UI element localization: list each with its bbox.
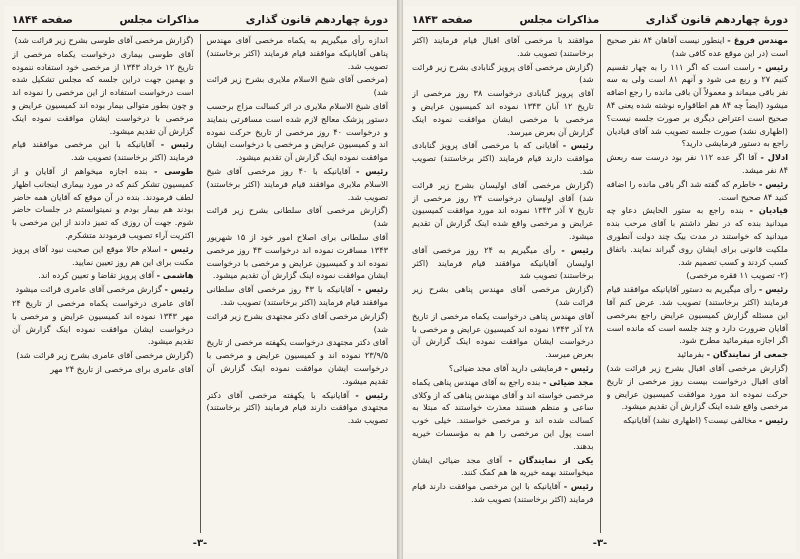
paragraph (607, 34, 789, 60)
paragraph (412, 480, 594, 506)
paragraph (207, 283, 389, 309)
paragraph (607, 204, 789, 268)
paragraph-text: موافقند با مرخصی آقای اقبال قیام فرمایند (اکثر برخاستند) تصویب شد. (412, 35, 594, 58)
paragraph-text: رأی میگیریم به ۲۴ روز مرخصی آقای اولیسان آقایانیکه موافقند قیام فرمایند (اکثر برخاستند) تصویب شد (412, 244, 594, 281)
paragraph (412, 34, 594, 60)
paragraph-text: (گزارش مرخصی آقای اقبال بشرح زیر قرائت شد) آقای اقبال درخواست بیست روز مرخصی از تاریخ حرکت نموده اند مورد موافقت کمیسیون عرایض و مرخصی واقع شده اینک گزارش آن تقدیم میشود. (606, 362, 788, 412)
header-section: مذاکرات مجلس (519, 14, 600, 26)
column-divider (600, 34, 601, 533)
column-divider (200, 34, 201, 533)
text-columns (412, 34, 788, 533)
paragraph-text: آقایانیکه با این مرخصی موافقت دارند قیام فرمایند (اکثر برخاستند) تصویب شد. (412, 481, 594, 504)
paragraph-text: (گزارش مرخصی آقای سلطانی بشرح زیر قرائت شد) (206, 205, 388, 229)
page-1843 (404, 6, 796, 553)
column-left (12, 34, 194, 533)
speaker-label: رئیس - (758, 178, 788, 189)
paragraph-text: اسلام حالا موقع این صحبت نبود آقای پرویز مکنت برای این هم روز تعیین نمایید. (12, 243, 194, 267)
header-page-label: صفحه ۱۸۴۳ (412, 14, 473, 26)
header-page-label: صفحه ۱۸۴۴ (12, 14, 73, 26)
paragraph (207, 73, 389, 99)
paragraph (12, 349, 194, 362)
speaker-label: رئیس - (160, 139, 194, 150)
speaker-label: قیادیان - (749, 205, 788, 216)
page-number: -۳- (592, 538, 608, 549)
paragraph (207, 100, 389, 164)
paragraph-text: خاطرم که گفته شد اگر باقی مانده را اضافه کنید ۸۴ صحیح است. (606, 178, 788, 202)
paragraph-text: آقای طوسی بیماری درخواست یکماه مرخصی از تاریخ ۱۲ خرداد ۱۳۴۳ از مرخصی خود استفاده ننموده و بهمین جهت دراین جلسه که مجلس تشکیل شده است درخواست استفاده از این مرخصی را نموده اند و چون بطور متوالی بیمار بوده اند کمیسیون عرایض و مرخصی با درخواست ایشان موافقت نموده اینک گزارش آن تقدیم میشود. (12, 48, 194, 136)
paragraph (207, 310, 389, 336)
paragraph (607, 61, 789, 151)
paragraph (412, 376, 594, 453)
paragraph-text: اینطور نیست آقاهان ۸۴ نفر صحیح است (در این موقع عده کافی شد) (606, 35, 788, 58)
paragraph-text: آقای عامری برای مرخصی از تاریخ ۲۴ مهر (50, 363, 194, 374)
speaker-label: رئیس - (563, 481, 594, 492)
paragraph (12, 165, 194, 242)
paragraph-text: آقای دکتر مجتهدی درخواست یکهفته مرخصی از تاریخ ۲۳/۹/۵ نموده اند و کمیسیون عرایض و مرخصی با درخواست ایشان موافقت نموده اینک گزارش آن تقدیم میشود. (206, 337, 388, 386)
paragraph-text: (۲- تصویب ۱۱ فقره مرخصی) (686, 270, 788, 281)
paragraph-text: فرمایشی دارید آقای مجد ضیائی؟ (448, 362, 562, 373)
header-title: دورهٔ چهاردهم قانون گذاری (645, 14, 788, 26)
paragraph (607, 362, 789, 413)
paragraph-text: آقای عامری درخواست یکماه مرخصی از تاریخ ۲۴ مهر ۱۳۴۳ نموده اند کمیسیون عرایض و مرخصی با درخواست ایشان موافقت نموده اینک گزارش آن تقدیم میشود. (12, 297, 194, 347)
speaker-label: رئیس - (356, 165, 388, 176)
paragraph (12, 34, 194, 47)
paragraph-text: آقایانی که با مرخصی آقای پرویز گنابادی موافقت دارند قیام فرمایند (اکثر برخاستند) تصویب شد. (412, 140, 594, 176)
paragraph (12, 48, 194, 138)
paragraph-text: آقای پرویز گنابادی درخواست ۳۸ روز مرخصی از تاریخ ۱۲ آبان ۱۳۴۳ نموده اند کمیسیون عرایض و مرخصی با مرخصی ایشان موافقت نموده اینک گزارش آن بعرض میرسد. (412, 88, 594, 137)
paragraph (607, 283, 789, 347)
paragraph (412, 139, 594, 177)
paragraph-text: آقای شیخ الاسلام ملایری در اثر کسالت مزاج برحسب دستور پزشک معالج لازم شده است مسافرتی بنمایند و درخواست ۴۰ روز مرخصی از تاریخ حرکت نموده اند و کمیسیون عرایض و مرخصی با درخواست ایشان موافقت نموده اینک گزارش آن تقدیم میشود. (206, 100, 388, 163)
speaker-label: رئیس - (164, 243, 194, 254)
speaker-label: رئیس - (561, 244, 594, 255)
column-right (607, 34, 789, 533)
paragraph (607, 151, 789, 177)
header-section: مذاکرات مجلس (119, 14, 200, 26)
paragraph (207, 165, 389, 203)
paragraph (12, 297, 194, 348)
speaker-label: رئیس - (357, 284, 388, 295)
paragraph-text: (گزارش مرخصی آقای عامری بشرح زیر قرائت شد) (16, 350, 194, 361)
paragraph (607, 414, 789, 427)
paragraph-text: رأی میگیریم به دستور آقایانیکه موافقند قیام فرمایند (اکثر برخاستند) تصویب شد. عرض کنم آقا این مسئله گزارش کمیسیون عرایض راجع بمرخصی آقایان ضرورت دارد و چند جلسه است که مانده است اگر اجازه میفرمائید مطرح شود. (606, 284, 788, 346)
paragraph-text: آقایانیکه با ۴۳ روز مرخصی آقای سلطانی موافقند قیام فرمایند (اکثر برخاستند) تصویب شد. (206, 284, 388, 307)
paragraph-text: آقا اگر عده ۱۱۲ نفر بود درست سه ربعش ۸۴ نفر میشد. (606, 152, 788, 175)
paragraph-text: بنده راجع به آقای مهندس پناهی یکماه مرخصی خواسته اند و آقای مهندس پناهی که از وکلای ساعی و منظم هستند معذرت خواستند که مبتلا به کسالت شده اند و مرخصی خواستند. خیلی خوب است پول این مرخصی را هم به مؤسسات خیریه بدهند. (412, 376, 594, 451)
speaker-label: رئیس - (562, 140, 594, 151)
paragraph (12, 243, 194, 269)
paragraph (412, 362, 594, 375)
paragraph-text: (گزارش مرخصی آقای طوسی بشرح زیر قرائت شد) (14, 35, 194, 45)
paragraph-text: راست است که اگر ۱۱۱ را به چهار تقسیم کنیم ۲۷ و ربع می شود و آنهم ۸۱ است ولی به سه نفر باقی میماند و معمولاً آن باقی مانده را رجع اضافه میشود (ایضاً چه ۸۴ هم اطاقواره نوشته شده یعنی ۸۴ صحیح است اعتراض دیگری بر صورت جلسه نیست؟ (اظهاری نشد) صورت جلسه تصویب شد آقای قیادیان راجع به دستور فرمایشی دارید؟ (606, 61, 788, 149)
paragraph (207, 336, 389, 387)
paragraph (207, 34, 389, 72)
paragraph (207, 231, 389, 282)
paragraph-text: اندازه رأی میگیریم به یکماه مرخصی آقای مهندس پناهی آقایانیکه موافقند قیام فرمایند (اکثر برخاستند) تصویب شد. (206, 35, 388, 71)
speaker-label: رئیس - (758, 61, 788, 72)
speaker-label: جمعی از نمایندگان - (706, 349, 788, 360)
paragraph-text: بنده اجازه میخواهم از آقایان و از کمیسیون تشکر کنم که در مورد بیماری اینجانب اظهار لطف فرمودند. بنده در آن موقع که آقایان همه حاضر بودند هم بیمار بودم و نمیتوانستم در جلسات حاضر شوم. جهت آن روزی که تمیز دادند از این مرخصی با اکثریت آراء تصویب فرمودند متشکرم. (12, 165, 194, 240)
paragraph-text: بفرمائید (677, 349, 705, 360)
speaker-label: رئیس - (355, 389, 388, 400)
paragraph-text: (مرخصی آقای شیخ الاسلام ملایری بشرح زیر قرائت شد) (206, 74, 388, 98)
book-gutter (397, 0, 403, 559)
paragraph (207, 389, 389, 427)
page-number: -۳- (192, 538, 208, 549)
paragraph (412, 244, 594, 282)
page-header (12, 12, 388, 31)
paragraph (607, 178, 789, 204)
header-title: دورهٔ چهاردهم قانون گذاری (245, 14, 388, 26)
column-left (412, 34, 594, 533)
paragraph (412, 310, 594, 361)
paragraph-text: (گزارش مرخصی آقای اولیسان بشرح زیر قرائت شد) آقای اولیسان درخواست ۲۴ روز مرخصی از تاریخ ۷ آذر ۱۳۴۳ نموده اند مورد موافقت کمیسیون عرایض و مرخصی واقع شده اینک گزارش آن تقدیم میشود. (412, 179, 594, 241)
paragraph-text: (گزارش مرخصی آقای مهندس پناهی بشرح زیر قرائت شد) (412, 284, 594, 307)
speaker-label: رئیس - (759, 415, 788, 426)
paragraph-text: آقای پرویز تقاضا و تعیین کرده اند. (38, 270, 155, 281)
paragraph (607, 348, 789, 361)
paragraph (12, 138, 194, 164)
paragraph (12, 269, 194, 282)
paragraph (12, 363, 194, 376)
column-right (207, 34, 389, 533)
speaker-label: رئیس - (758, 284, 788, 295)
paragraph (207, 204, 389, 230)
paragraph (412, 283, 594, 309)
speaker-label: هاشمی - (156, 270, 194, 281)
paragraph (412, 179, 594, 243)
paragraph-text: آقای مهندس پناهی درخواست یکماه مرخصی از تاریخ ۲۸ آذر ۱۳۴۳ نموده اند کمیسیون عرایض و مرخصی با درخواست ایشان موافقت نموده اینک گزارش آن بعرض میرسد. (412, 310, 594, 360)
paragraph (412, 454, 594, 480)
speaker-label: مهندس فروغ - (727, 35, 788, 45)
speaker-label: مجد ضیائی - (542, 376, 594, 387)
paragraph-text: آقای مجد ضیائی ایشان میخواستند بهمه خیریه ها هم کمک کنند. (412, 454, 594, 478)
paragraph (607, 269, 789, 282)
paragraph (412, 87, 594, 138)
speaker-label: یکی از نمایندگان - (508, 454, 594, 465)
paragraph-text: آقای سلطانی برای اصلاح امور خود از ۱۵ شهریور ۱۳۴۳ مسافرت نموده اند درخواست ۴۳ روز مرخصی نموده اند و کمیسیون عرایض و مرخصی با درخواست ایشان موافقت نموده اینک گزارش آن تقدیم میشود. (206, 231, 388, 281)
paragraph-text: بنده راجع به ستور الحایش دعاو چه میدانید بنده که در نظر داشتم با آقای مرحب بنده میدانید که خواستند در مدت بیک چند دولت آنطوری ملکیت قانونی برای ایشان روی گیراند نمایند. باتفاق کسب کردند و کسب تصمیم شد. (606, 205, 788, 267)
page-1844 (4, 6, 396, 553)
paragraph-text: مخالفی نیست؟ (اظهاری نشد) آقایانیکه (623, 415, 757, 426)
paragraph (12, 283, 194, 296)
paragraph-text: (گزارش مرخصی آقای پرویز گنابادی بشرح زیر قرائت شد) (412, 61, 594, 85)
paragraph-text: گزارش مرخصی آقای عامری قرائت میشود (15, 284, 162, 295)
paragraph-text: آقایانیکه با یکهفته مرخصی آقای دکتر مجتهدی موافقت دارند قیام فرمایند (اکثر برخاستند) تصویب شد. (206, 389, 388, 426)
speaker-label: طوسی - (154, 165, 194, 176)
page-header (412, 12, 788, 31)
paragraph-text: آقایانیکه با این مرخصی موافقند قیام فرمایند (اکثر برخاستند) تصویب شد. (12, 139, 194, 163)
speaker-label: رئیس - (164, 284, 194, 295)
speaker-label: رئیس - (564, 362, 594, 373)
speaker-label: ادلال - (760, 152, 788, 163)
text-columns (12, 34, 388, 533)
paragraph-text: آقایانیکه با ۴۰ روز مرخصی آقای شیخ الاسلام ملایری موافقند قیام فرمایند (اکثر برخاستند) تصویب شد. (206, 165, 388, 202)
paragraph-text: (گزارش مرخصی آقای دکتر مجتهدی بشرح زیر قرائت شد) (206, 310, 388, 334)
paragraph (412, 61, 594, 87)
